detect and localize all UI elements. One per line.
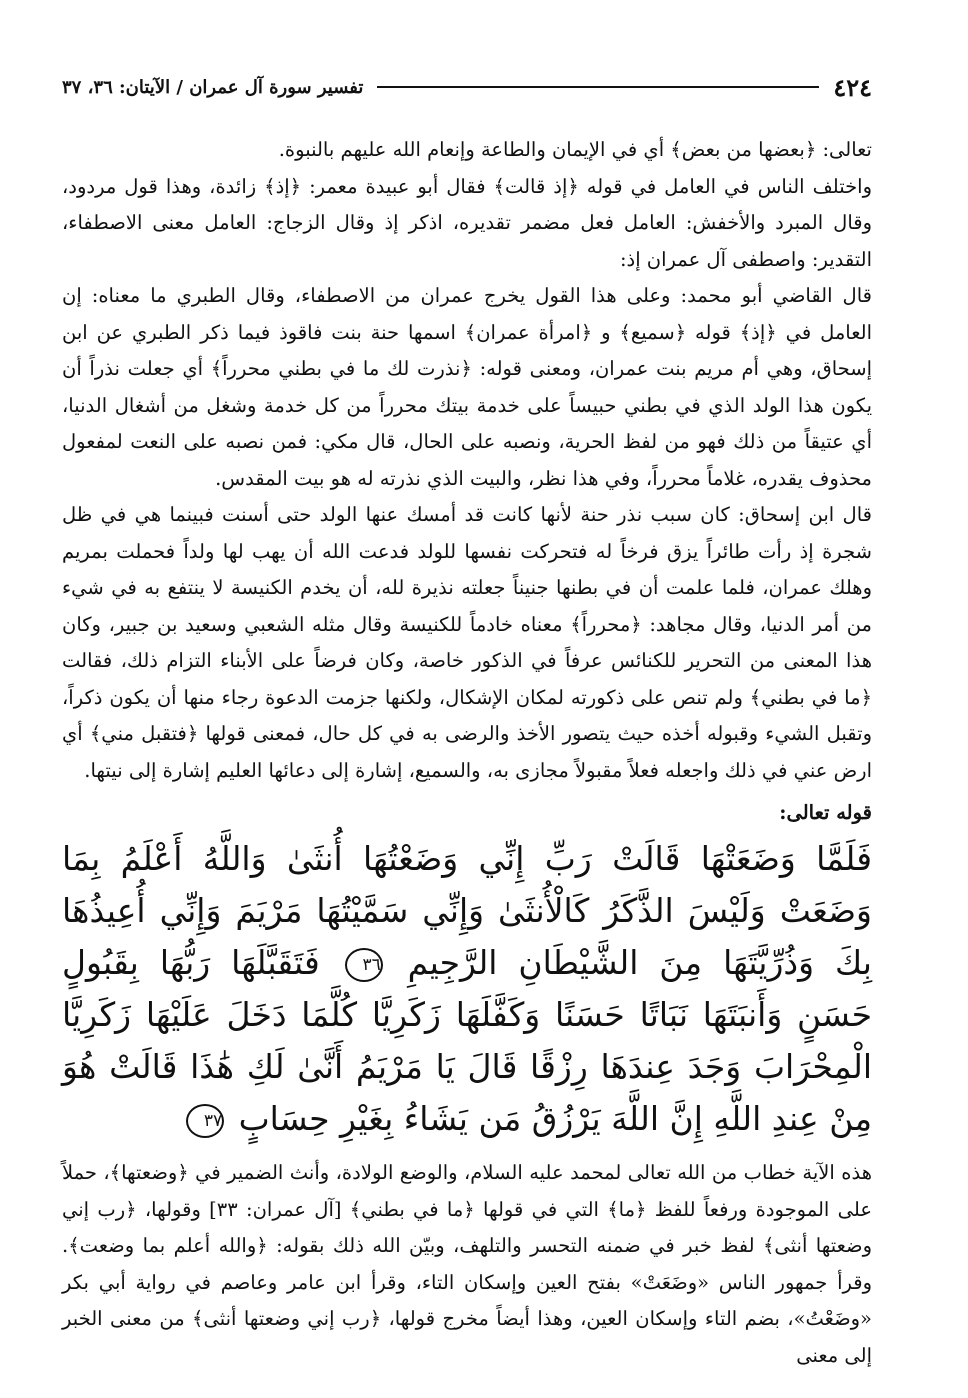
verse-37-text: فَتَقَبَّلَهَا رَبُّهَا بِقَبُولٍ حَسَنٍ وَأَنبَتَهَا نَبَاتًا حَسَنًا وَكَفَّلَهَا زَكَرِيَّا كُلَّمَا دَخَلَ عَلَيْهَا زَكَرِيَّا الْمِحْرَابَ وَجَدَ عِندَهَا رِزْقًا قَالَ يَا مَرْيَمُ أَنَّىٰ لَكِ هَٰذَا قَالَتْ هُوَ مِنْ عِندِ اللَّهِ إِنَّ اللَّهَ يَرْزُقُ مَن يَشَاءُ بِغَيْرِ حِسَابٍ	[62, 943, 872, 1138]
verse-36-marker: ٣٦	[345, 948, 383, 982]
header-title: تفسير سورة آل عمران / الآيتان: ٣٦، ٣٧	[62, 76, 364, 98]
running-header	[62, 72, 872, 102]
paragraph-3: قال القاضي أبو محمد: وعلى هذا القول يخرج عمران من الاصطفاء، وقال الطبري ما معناه: إن العامل في ﴿إذ﴾ قوله ﴿سميع﴾ و ﴿امرأة عمران﴾ اسمها حنة بنت فاقوذ فيما ذكر الطبري عن ابن إسحاق، وهي أم مريم بنت عمران، ومعنى قوله: ﴿نذرت لك ما في بطني محرراً﴾ أي جعلت نذراً أن يكون هذا الولد الذي في بطني حبيساً على خدمة بيتك محرراً من كل خدمة وشغل من أشغال الدنيا، أي عتيقاً من ذلك فهو من لفظ الحرية، ونصبه على الحال، قال مكي: فمن نصبه على النعت لمفعول محذوف يقدره، غلاماً محرراً، وفي هذا نظر، والبيت الذي نذرته له هو بيت المقدس.	[62, 284, 872, 490]
paragraph-2: واختلف الناس في العامل في قوله ﴿إذ قالت﴾ فقال أبو عبيدة معمر: ﴿إذ﴾ زائدة، وهذا قول مردود، وقال المبرد والأخفش: العامل فعل مضمر تقديره، اذكر إذ وقال الزجاج: العامل معنى الاصطفاء، التقدير: واصطفى آل عمران إذ:	[62, 174, 872, 271]
verse-intro: قوله تعالى:	[779, 801, 872, 824]
page-number: ٤٢٤	[833, 72, 872, 102]
commentary-bottom	[62, 1155, 872, 1374]
verse-37-marker: ٣٧	[186, 1104, 224, 1138]
header-rule	[377, 86, 819, 88]
commentary-top	[62, 132, 872, 789]
paragraph-1: تعالى: ﴿بعضها من بعض﴾ أي في الإيمان والطاعة وإنعام الله عليهم بالنبوة.	[278, 138, 872, 161]
paragraph-4: قال ابن إسحاق: كان سبب نذر حنة لأنها كانت قد أمسك عنها الولد حتى أسنت فبينما هي في ظل شجرة إذ رأت طائراً يزق فرخاً له فتحركت نفسها للولد فدعت الله أن يهب لها ولداً فحملت بمريم وهلك عمران، فلما علمت أن في بطنها جنيناً جعلته نذيرة لله، أن يخدم الكنيسة لا ينتفع به في شيء من أمر الدنيا، وقال مجاهد: ﴿محرراً﴾ معناه خادماً للكنيسة وقال مثله الشعبي وسعيد بن جبير، وكان هذا المعنى من التحرير للكنائس عرفاً في الذكور خاصة، وكان فرضاً على الأبناء التزام ذلك، فقالت ﴿ما في بطني﴾ ولم تنص على ذكورته لمكان الإشكال، ولكنها جزمت الدعوة رجاء منها أن يكون ذكراً، وتقبل الشيء وقبوله أخذه حيث يتصور الأخذ والرضى به في كل حال، فمعنى قولها ﴿فتقبل مني﴾ أي ارض عني في ذلك واجعله فعلاً مقبولاً مجازى به، والسميع، إشارة إلى دعائها العليم إشارة إلى نيتها.	[62, 503, 872, 782]
quran-verses	[62, 833, 872, 1145]
paragraph-5: هذه الآية خطاب من الله تعالى لمحمد عليه السلام، والوضع الولادة، وأنث الضمير في ﴿وضعتها﴾، حملاً على الموجودة ورفعاً للفظ ﴿ما﴾ التي في قولها ﴿ما في بطني﴾ [آل عمران: ٣٣] وقولها، ﴿رب إني وضعتها أنثى﴾ لفظ خبر في ضمنه التحسر والتلهف، وبيّن الله ذلك بقوله: ﴿والله أعلم بما وضعت﴾. وقرأ جمهور الناس «وضَعَتْ» بفتح العين وإسكان التاء، وقرأ ابن عامر وعاصم في رواية أبي بكر «وضَعْتُ»، بضم التاء وإسكان العين، وهذا أيضاً مخرج قولها، ﴿رب إني وضعتها أنثى﴾ من معنى الخبر إلى معنى	[62, 1161, 872, 1367]
verse-36-text: فَلَمَّا وَضَعَتْهَا قَالَتْ رَبِّ إِنِّي وَضَعْتُهَا أُنثَىٰ وَاللَّهُ أَعْلَمُ بِمَا وَضَعَتْ وَلَيْسَ الذَّكَرُ كَالْأُنثَىٰ وَإِنِّي سَمَّيْتُهَا مَرْيَمَ وَإِنِّي أُعِيذُهَا بِكَ وَذُرِّيَّتَهَا مِنَ الشَّيْطَانِ الرَّجِيمِ	[62, 839, 872, 982]
